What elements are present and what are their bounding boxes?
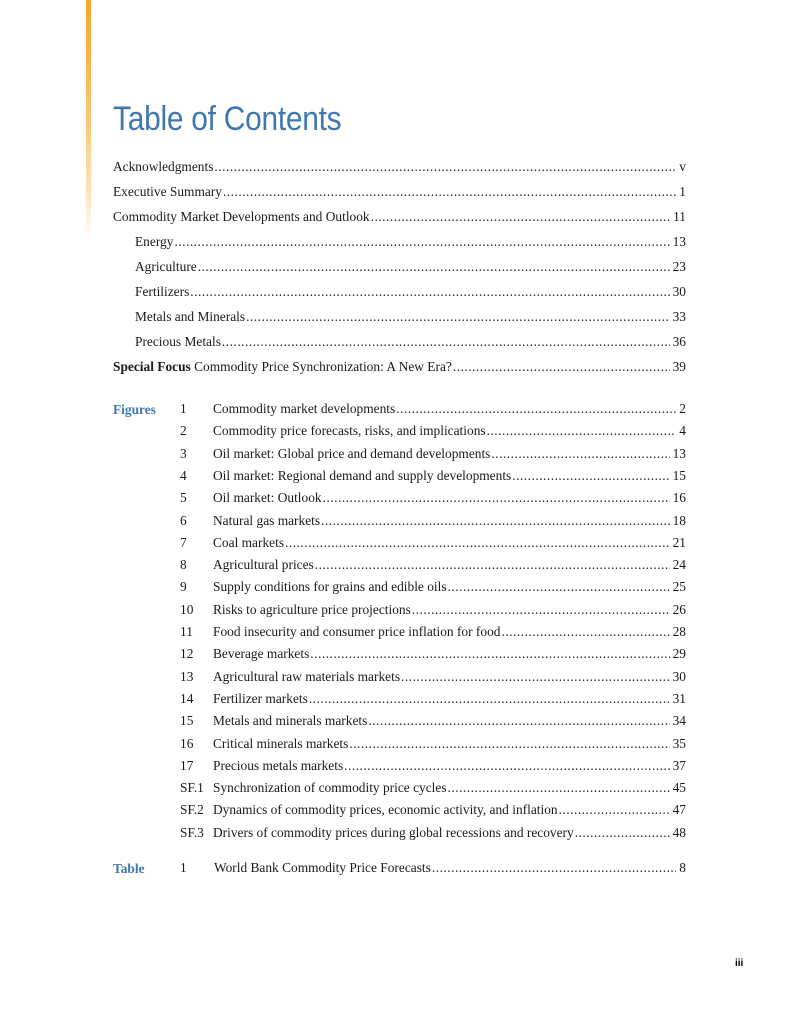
toc-entry-figure[interactable] [213,645,686,663]
leader-dots [174,233,669,251]
leader-dots [453,358,670,376]
toc-entry-label: Agricultural prices [213,557,314,572]
figure-number: 12 [180,646,194,661]
toc-entry-label: Fertilizer markets [213,691,308,706]
figure-number: 17 [180,758,194,773]
table-number: 1 [180,860,187,875]
leader-dots [349,735,669,753]
toc-entry-figure[interactable] [213,735,686,753]
figure-number: 13 [180,669,194,684]
toc-entry-label: Metals and Minerals [135,309,246,324]
figure-number: 15 [180,713,194,728]
toc-entry-label: Acknowledgments [113,159,214,174]
leader-dots [401,668,670,686]
toc-entry-table-1[interactable] [214,859,686,877]
toc-entry-executive-summary[interactable] [113,183,686,201]
toc-entry-figure[interactable] [213,400,686,418]
special-focus-title: Commodity Price Synchronization: A New Era? [194,359,452,374]
toc-entry-page: 31 [672,691,686,706]
leader-dots [214,158,676,176]
toc-entry-figure[interactable] [213,801,686,819]
toc-entry-page: 13 [672,234,686,249]
toc-entry-figure[interactable] [213,445,686,463]
figure-number: 14 [180,691,194,706]
toc-entry-figure[interactable] [213,578,686,596]
toc-entry-page: 33 [672,309,686,324]
toc-entry-special-focus[interactable] [113,358,686,376]
toc-entry-page: 25 [672,579,686,594]
toc-entry-figure[interactable] [213,422,686,440]
toc-entry-energy[interactable] [135,233,686,251]
figure-number: 10 [180,602,194,617]
toc-entry-page: 4 [679,423,686,438]
figure-number: SF.2 [180,802,204,817]
toc-entry-label: Commodity Market Developments and Outlook [113,209,370,224]
leader-dots [368,712,669,730]
special-focus-prefix: Special Focus [113,359,191,374]
leader-dots [396,400,676,418]
toc-entry-label: Drivers of commodity prices during global recessions and recovery [213,825,574,840]
figure-number: 5 [180,490,187,505]
toc-entry-label: Critical minerals markets [213,736,349,751]
toc-entry-label [113,358,452,376]
leader-dots [575,824,670,842]
toc-entry-page: 47 [672,802,686,817]
toc-entry-figure[interactable] [213,757,686,775]
toc-entry-page: 48 [672,825,686,840]
toc-entry-label: Oil market: Regional demand and supply developments [213,468,512,483]
toc-entry-label: Synchronization of commodity price cycles [213,780,447,795]
toc-entry-page: 28 [672,624,686,639]
figure-number: 8 [180,557,187,572]
toc-entry-label: Oil market: Outlook [213,490,322,505]
figure-number: 11 [180,624,193,639]
toc-entry-figure[interactable] [213,712,686,730]
toc-entry-label: Natural gas markets [213,513,321,528]
page-number: iii [735,958,744,969]
toc-entry-page: 15 [672,468,686,483]
toc-entry-page: 13 [672,446,686,461]
leader-dots [309,690,670,708]
figure-number: 9 [180,579,187,594]
toc-entry-label: Precious metals markets [213,758,344,773]
toc-entry-figure[interactable] [213,601,686,619]
toc-entry-label: Commodity market developments [213,401,396,416]
toc-entry-page: 18 [672,513,686,528]
toc-entry-figure[interactable] [213,556,686,574]
leader-dots [512,467,669,485]
toc-entry-label: Coal markets [213,535,285,550]
toc-entry-page: 1 [679,184,686,199]
toc-entry-page: 21 [672,535,686,550]
figure-number: SF.3 [180,825,204,840]
toc-entry-page: 36 [672,334,686,349]
toc-entry-page: 16 [672,490,686,505]
toc-entry-fertilizers[interactable] [135,283,686,301]
toc-entry-label: Oil market: Global price and demand developments [213,446,491,461]
toc-entry-page: 37 [672,758,686,773]
figures-heading: Figures [113,402,156,417]
leader-dots [559,801,670,819]
leader-dots [487,422,677,440]
toc-entry-label: Agriculture [135,259,197,274]
toc-entry-page: 35 [672,736,686,751]
toc-entry-label: Executive Summary [113,184,222,199]
leader-dots [371,208,670,226]
toc-entry-label: Precious Metals [135,334,221,349]
leader-dots [198,258,670,276]
toc-entry-label: Agricultural raw materials markets [213,669,401,684]
toc-entry-page: 29 [672,646,686,661]
toc-entry-figure[interactable] [213,668,686,686]
figure-number: 6 [180,513,187,528]
toc-entry-page: 2 [679,401,686,416]
toc-entry-page: 45 [672,780,686,795]
accent-bar [86,0,91,240]
figure-number: SF.1 [180,780,204,795]
toc-entry-page: 11 [673,209,686,224]
leader-dots [491,445,669,463]
toc-entry-figure[interactable] [213,824,686,842]
toc-entry-figure[interactable] [213,467,686,485]
toc-entry-figure[interactable] [213,489,686,507]
leader-dots [222,333,670,351]
toc-entry-precious-metals[interactable] [135,333,686,351]
toc-entry-figure[interactable] [213,534,686,552]
toc-entry-label: Fertilizers [135,284,190,299]
toc-entry-page: 30 [672,669,686,684]
toc-entry-figure[interactable] [213,512,686,530]
toc-entry-label: Risks to agriculture price projections [213,602,411,617]
leader-dots [190,283,669,301]
toc-entry-label: Metals and minerals markets [213,713,368,728]
toc-entry-label: Energy [135,234,174,249]
page-title: Table of Contents [113,100,342,138]
toc-entry-metals-and-minerals[interactable] [135,308,686,326]
leader-dots [323,489,670,507]
leader-dots [285,534,670,552]
figure-number: 16 [180,736,194,751]
toc-entry-page: 34 [672,713,686,728]
toc-entry-page: v [679,159,686,174]
toc-entry-figure[interactable] [213,690,686,708]
table-heading: Table [113,861,145,876]
toc-entry-figure[interactable] [213,779,686,797]
leader-dots [246,308,670,326]
toc-entry-page: 24 [672,557,686,572]
leader-dots [344,757,669,775]
figure-number: 2 [180,423,187,438]
toc-entry-page: 30 [672,284,686,299]
toc-entry-acknowledgments[interactable] [113,158,686,176]
leader-dots [310,645,669,663]
figure-number: 7 [180,535,187,550]
toc-entry-label: Beverage markets [213,646,310,661]
toc-entry-label: Dynamics of commodity prices, economic activity, and inflation [213,802,558,817]
leader-dots [448,578,670,596]
leader-dots [412,601,670,619]
toc-entry-label: World Bank Commodity Price Forecasts [214,860,431,875]
leader-dots [315,556,670,574]
figure-number: 4 [180,468,187,483]
toc-entry-commodity-market-developments[interactable] [113,208,686,226]
toc-entry-page: 39 [672,359,686,374]
figure-number: 1 [180,401,187,416]
leader-dots [223,183,676,201]
toc-entry-agriculture[interactable] [135,258,686,276]
toc-entry-label: Food insecurity and consumer price inflation for food [213,624,501,639]
toc-entry-page: 8 [679,860,686,875]
toc-entry-page: 26 [672,602,686,617]
toc-entry-label: Supply conditions for grains and edible oils [213,579,447,594]
leader-dots [501,623,669,641]
leader-dots [321,512,670,530]
leader-dots [448,779,670,797]
figure-number: 3 [180,446,187,461]
toc-entry-page: 23 [672,259,686,274]
toc-entry-label: Commodity price forecasts, risks, and implications [213,423,486,438]
leader-dots [432,859,676,877]
toc-entry-figure[interactable] [213,623,686,641]
